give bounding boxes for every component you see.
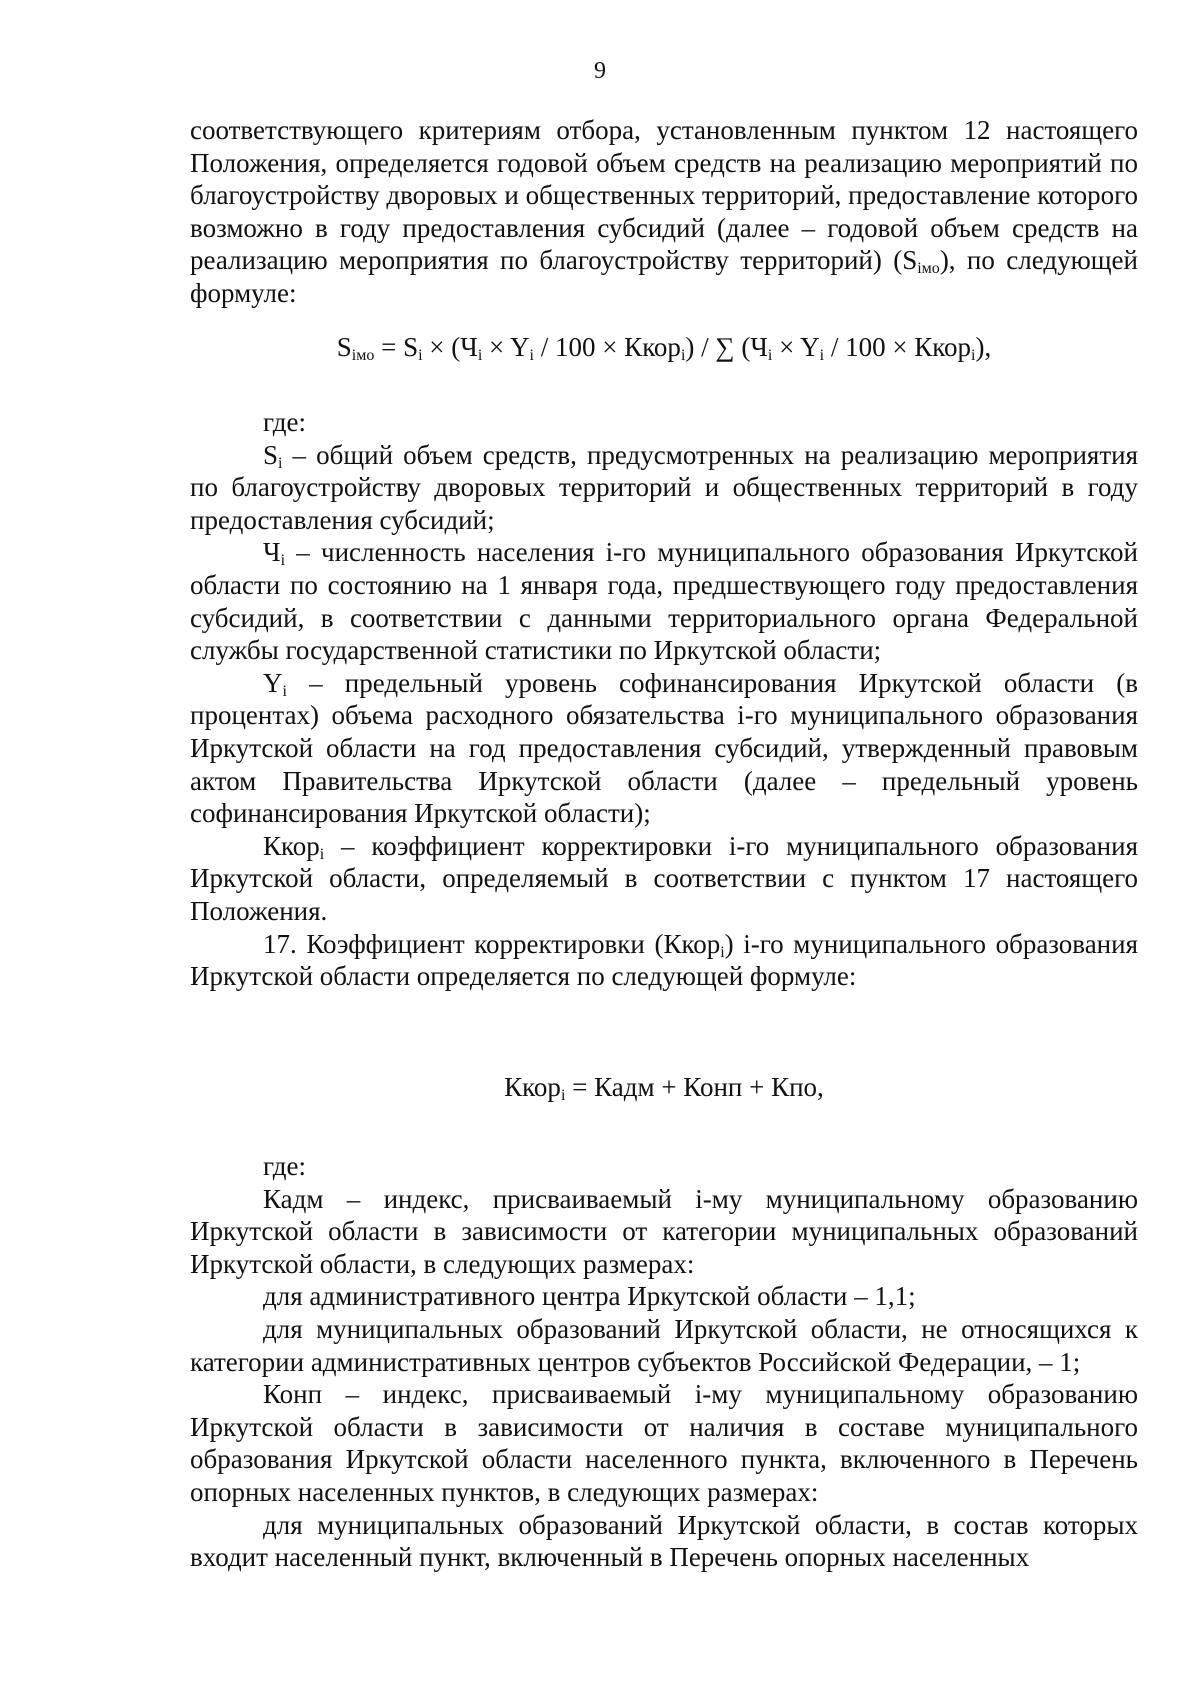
definition-ch: $Ч_i$ – численность населения i-го муниципального образования Иркутской области по состоянию на 1 января года, предшествующего году предоставления субсидий, в соответствии с данными территориального органа Федеральной службы государственной статистики по Иркутской области; <box>190 537 1138 666</box>
definition-kkor: Ккор$_i$ – коэффициент корректировки i-го муниципального образования Иркутской области, определяемый в соответствии с пунктом 17 настоящего Положения. <box>190 830 1138 926</box>
page-number: 9 <box>594 58 606 84</box>
item-17: 17. Коэффициент корректировки (Ккор$_i$) i-го муниципального образования Иркутской области определяется по следующей формуле: <box>190 928 1138 992</box>
definitions-block <box>190 406 1138 993</box>
kadm-other: для муниципальных образований Иркутской области, не относящихся к категории административных центров субъектов Российской Федерации, – 1; <box>190 1313 1138 1377</box>
where-label: где: <box>263 407 306 437</box>
konp-with-settlement: для муниципальных образований Иркутской области, в состав которых входит населенный пункт, включенный в Перечень опорных населенных <box>190 1509 1138 1573</box>
paragraph-intro <box>190 114 1138 310</box>
kadm-admin-center: для административного центра Иркутской области – 1,1; <box>263 1281 916 1312</box>
indices-block <box>190 1150 1138 1574</box>
intro-text: соответствующего критериям отбора, установленным пунктом 12 настоящего Положения, определяется годовой объем средств на реализацию мероприятий по благоустройству дворовых и общественных территорий, предоставление которого возможно в году предоставления субсидий (далее – годовой объем средств на реализацию мероприятия по благоустройству территорий) (S <box>190 115 1138 276</box>
intro-subscript: iмо <box>917 260 940 278</box>
where-label-2: где: <box>263 1151 306 1181</box>
formula-simo: $S_{iмо} = S_i \times (Ч_i \times Y_i / 100$ × Ккор$_i$) / ∑ ($Ч_i \times Y_i / 100$ × Ккор$_i$), <box>336 332 992 364</box>
intro-end-text: ), по следующей формуле: <box>190 245 1138 308</box>
definition-y: $Y_i$ – предельный уровень софинансирования Иркутской области (в процентах) объема расходного обязательства i-го муниципального образования Иркутской области на год предоставления субсидий, утвержденный правовым актом Правительства Иркутской области (далее – предельный уровень софинансирования Иркутской области); <box>190 667 1138 829</box>
kadm-definition: Кадм – индекс, присваиваемый i-му муниципальному образованию Иркутской области в зависимости от категории муниципальных образований Иркутской области, в следующих размерах: <box>190 1183 1138 1279</box>
definition-s: $S_i$ – общий объем средств, предусмотренных на реализацию мероприятия по благоустройству дворовых территорий и общественных территорий в году предоставления субсидий; <box>190 439 1138 535</box>
konp-definition: Конп – индекс, присваиваемый i-му муниципальному образованию Иркутской области в зависимости от наличия в составе муниципального образования Иркутской области населенного пункта, включенного в Перечень опорных населенных пунктов, в следующих размерах: <box>190 1379 1138 1507</box>
formula-kkor: Ккор$_i$ = Кадм + Конп + Кпо, <box>504 1072 824 1104</box>
